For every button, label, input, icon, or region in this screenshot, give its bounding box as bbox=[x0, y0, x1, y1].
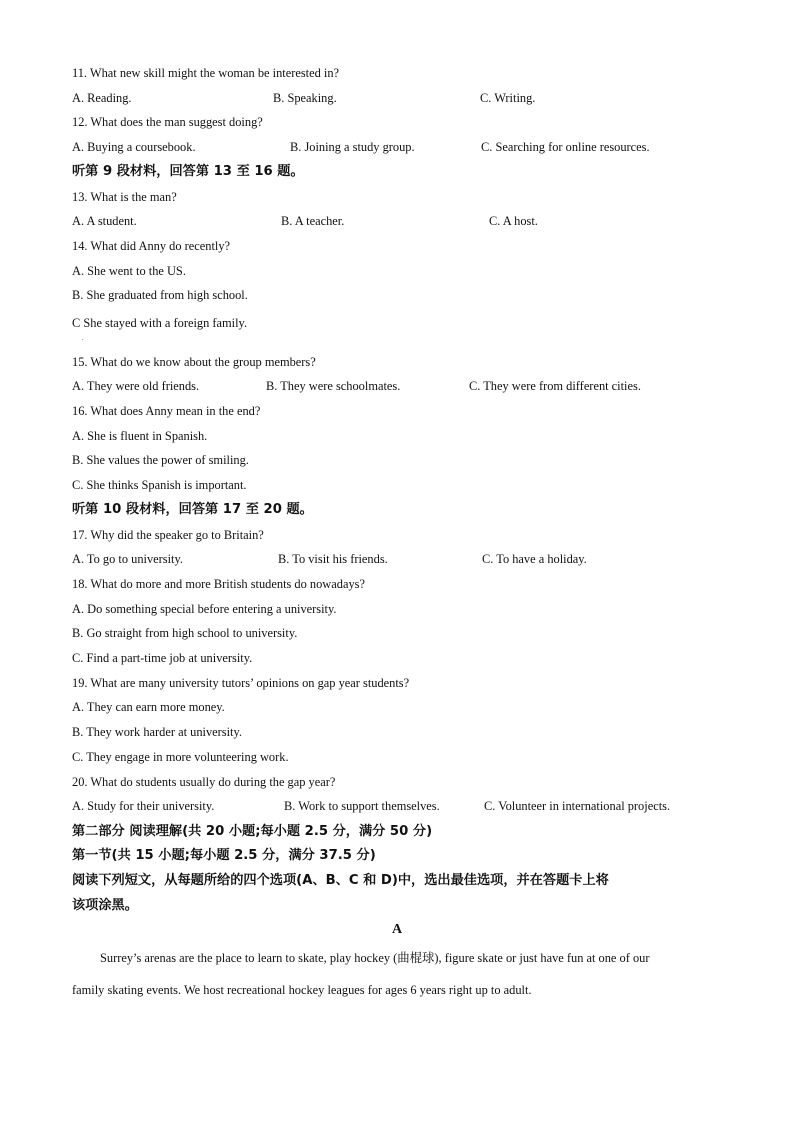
instruction-line-1: 阅读下列短文，从每题所给的四个选项(A、B、C 和 D)中，选出最佳选项，并在答题卡上将 bbox=[72, 873, 609, 888]
question-20: 20. What do students usually do during the gap year? bbox=[72, 775, 336, 789]
question-11: 11. What new skill might the woman be interested in? bbox=[72, 66, 340, 80]
q18-option-c: C. Find a part-time job at university. bbox=[72, 651, 253, 665]
q16-option-b: B. She values the power of smiling. bbox=[72, 453, 249, 467]
question-19: 19. What are many university tutors’ opinions on gap year students? bbox=[72, 676, 410, 690]
q19-option-b: B. They work harder at university. bbox=[72, 725, 242, 739]
question-14: 14. What did Anny do recently? bbox=[72, 239, 231, 253]
q17-option-c: C. To have a holiday. bbox=[482, 552, 587, 566]
q20-option-c: C. Volunteer in international projects. bbox=[484, 799, 671, 813]
q13-option-c: C. A host. bbox=[489, 214, 538, 228]
section-9-heading: 听第 9 段材料，回答第 13 至 16 题。 bbox=[72, 164, 304, 179]
q12-option-b: B. Joining a study group. bbox=[290, 140, 415, 154]
q11-option-a: A. Reading. bbox=[72, 91, 132, 105]
q16-option-c: C. She thinks Spanish is important. bbox=[72, 478, 247, 492]
section-10-heading: 听第 10 段材料，回答第 17 至 20 题。 bbox=[72, 502, 313, 517]
q15-option-c: C. They were from different cities. bbox=[469, 379, 641, 393]
q14-option-a: A. She went to the US. bbox=[72, 264, 186, 278]
q20-option-b: B. Work to support themselves. bbox=[284, 799, 440, 813]
q18-option-b: B. Go straight from high school to university. bbox=[72, 626, 298, 640]
q14-option-b: B. She graduated from high school. bbox=[72, 288, 248, 302]
scan-dot: . bbox=[82, 336, 84, 342]
question-17: 17. Why did the speaker go to Britain? bbox=[72, 528, 264, 542]
q11-option-b: B. Speaking. bbox=[273, 91, 337, 105]
question-16: 16. What does Anny mean in the end? bbox=[72, 404, 261, 418]
question-18: 18. What do more and more British students do nowadays? bbox=[72, 577, 365, 591]
q14-option-c: C She stayed with a foreign family. bbox=[72, 316, 248, 330]
passage-line-1: Surrey’s arenas are the place to learn to skate, play hockey (曲棍球), figure skate or just have fun at one of our bbox=[100, 951, 650, 965]
q12-option-a: A. Buying a coursebook. bbox=[72, 140, 196, 154]
q15-option-b: B. They were schoolmates. bbox=[266, 379, 401, 393]
q12-option-c: C. Searching for online resources. bbox=[481, 140, 650, 154]
q19-option-c: C. They engage in more volunteering work. bbox=[72, 750, 289, 764]
q19-option-a: A. They can earn more money. bbox=[72, 700, 225, 714]
q16-option-a: A. She is fluent in Spanish. bbox=[72, 429, 208, 443]
q17-option-b: B. To visit his friends. bbox=[278, 552, 388, 566]
q17-option-a: A. To go to university. bbox=[72, 552, 183, 566]
question-13: 13. What is the man? bbox=[72, 190, 177, 204]
q11-option-c: C. Writing. bbox=[480, 91, 536, 105]
part-2-title: 第二部分 阅读理解(共 20 小题;每小题 2.5 分，满分 50 分) bbox=[72, 824, 433, 839]
q13-option-a: A. A student. bbox=[72, 214, 137, 228]
q20-option-a: A. Study for their university. bbox=[72, 799, 215, 813]
question-12: 12. What does the man suggest doing? bbox=[72, 115, 263, 129]
q15-option-a: A. They were old friends. bbox=[72, 379, 200, 393]
q13-option-b: B. A teacher. bbox=[281, 214, 345, 228]
instruction-line-2: 该项涂黑。 bbox=[72, 898, 138, 913]
passage-label: A bbox=[391, 922, 403, 937]
passage-line-2: family skating events. We host recreational hockey leagues for ages 6 years right up to adult. bbox=[72, 983, 532, 997]
q18-option-a: A. Do something special before entering a university. bbox=[72, 602, 337, 616]
part-2-subtitle: 第一节(共 15 小题;每小题 2.5 分，满分 37.5 分) bbox=[72, 848, 376, 863]
question-15: 15. What do we know about the group members? bbox=[72, 355, 316, 369]
